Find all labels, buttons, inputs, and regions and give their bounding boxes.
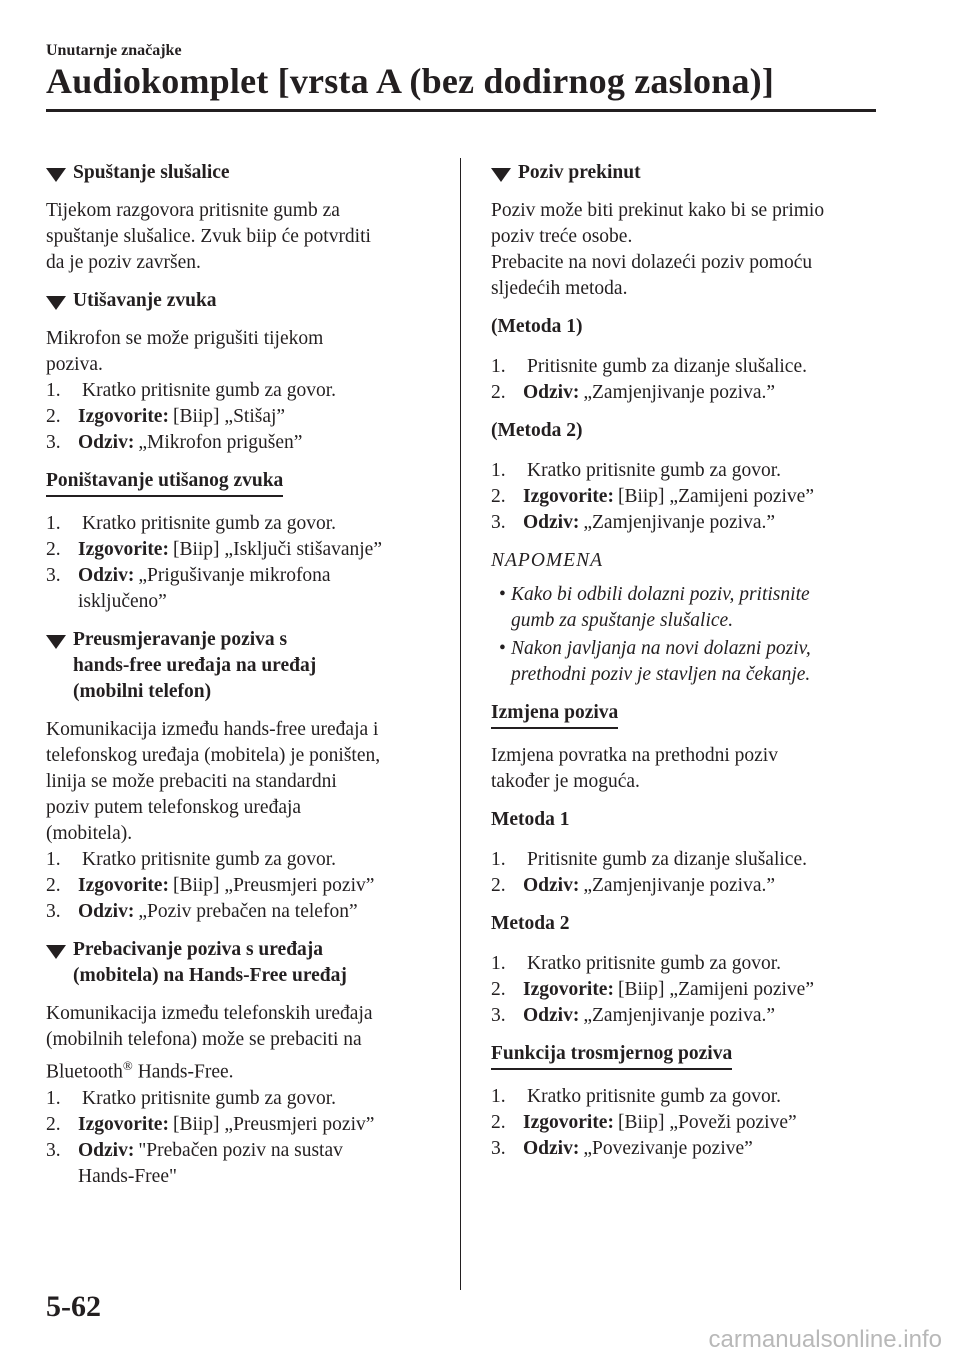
heading-prebacivanje	[46, 937, 446, 989]
triangle-marker-icon	[46, 945, 66, 959]
step-text: Kratko pritisnite gumb za govor.	[82, 380, 336, 401]
step-number: 1.	[46, 849, 61, 870]
step-text: Kratko pritisnite gumb za govor.	[82, 513, 336, 534]
list-item	[491, 354, 891, 380]
subheading-izmjena-poziva: Izmjena poziva	[491, 700, 618, 729]
list-item	[491, 380, 891, 406]
page-title: Audiokomplet [vrsta A (bez dodirnog zaslona)]	[46, 61, 775, 101]
heading-text: (mobilni telefon)	[73, 681, 212, 702]
list-item	[46, 1138, 446, 1190]
text-line: Mikrofon se može prigušiti tijekom	[46, 328, 324, 349]
step-text: Kratko pritisnite gumb za govor.	[527, 953, 781, 974]
paragraph	[46, 717, 446, 847]
text-line: da je poziv završen.	[46, 252, 201, 273]
step-number: 1.	[491, 356, 506, 377]
step-text: „Prigušivanje mikrofona isključeno”	[78, 565, 331, 612]
note-item	[491, 636, 891, 688]
heading-text: hands-free uređaja na uređaj	[73, 655, 317, 676]
step-text: Pritisnite gumb za dizanje slušalice.	[527, 849, 807, 870]
list-item	[46, 899, 446, 925]
heading-text: Spuštanje slušalice	[73, 162, 230, 183]
heading-preusmjeravanje	[46, 627, 446, 705]
step-list	[491, 847, 891, 899]
text-line: poziva.	[46, 354, 103, 375]
step-number: 1.	[491, 849, 506, 870]
method-label: Metoda 1	[491, 809, 570, 830]
step-key: Izgovorite:	[523, 1112, 614, 1133]
step-list	[491, 951, 891, 1029]
text-span: Hands-Free.	[132, 1061, 234, 1083]
step-text: Pritisnite gumb za dizanje slušalice.	[527, 356, 807, 377]
step-number: 3.	[46, 432, 61, 453]
bullet-icon: •	[499, 584, 506, 605]
step-number: 3.	[491, 1138, 506, 1159]
note-item	[491, 582, 891, 634]
left-column	[46, 160, 446, 1202]
step-key: Odziv:	[78, 432, 135, 453]
text-span: Bluetooth	[46, 1061, 123, 1083]
list-item	[491, 873, 891, 899]
step-key: Odziv:	[523, 382, 580, 403]
step-key: Izgovorite:	[523, 979, 614, 1000]
watermark: carmanualsonline.info	[708, 1326, 942, 1353]
paragraph	[46, 198, 446, 276]
list-item	[491, 484, 891, 510]
right-column	[491, 160, 891, 1174]
step-text: [Biip] „Isključi stišavanje”	[172, 539, 382, 560]
step-key: Izgovorite:	[78, 875, 169, 896]
text-line: Komunikacija između telefonskih uređaja	[46, 1003, 373, 1024]
heading-text: Poziv prekinut	[518, 162, 641, 183]
step-number: 2.	[46, 875, 61, 896]
text-line: Prebacite na novi dolazeći poziv pomoću	[491, 252, 813, 273]
note-line: prethodni poziv je stavljen na čekanje.	[511, 664, 811, 685]
step-list	[46, 378, 446, 456]
heading-text: Utišavanje zvuka	[73, 290, 217, 311]
step-text: „Mikrofon prigušen”	[138, 432, 303, 453]
heading-poziv-prekinut	[491, 160, 891, 186]
step-number: 2.	[46, 539, 61, 560]
step-text: [Biip] „Preusmjeri poziv”	[172, 1113, 375, 1135]
triangle-marker-icon	[46, 168, 66, 182]
step-number: 2.	[46, 406, 61, 427]
text-line: Tijekom razgovora pritisnite gumb za	[46, 200, 340, 221]
step-key: Izgovorite:	[78, 539, 169, 560]
step-number: 1.	[491, 460, 506, 481]
step-number: 3.	[46, 1139, 61, 1161]
list-item	[491, 1110, 891, 1136]
note-line: gumb za spuštanje slušalice.	[511, 610, 734, 631]
step-text: [Biip] „Poveži pozive”	[617, 1112, 797, 1133]
step-text: „Zamjenjivanje poziva.”	[583, 1005, 776, 1026]
list-item	[491, 977, 891, 1003]
step-key: Izgovorite:	[523, 486, 614, 507]
step-key: Odziv:	[78, 565, 135, 586]
step-number: 2.	[46, 1113, 61, 1135]
step-text: „Zamjenjivanje poziva.”	[583, 875, 776, 896]
step-key: Odziv:	[523, 512, 580, 533]
step-key: Odziv:	[523, 1005, 580, 1026]
step-key: Izgovorite:	[78, 406, 169, 427]
step-number: 3.	[491, 512, 506, 533]
step-text: „Zamjenjivanje poziva.”	[583, 382, 776, 403]
step-number: 2.	[491, 1112, 506, 1133]
step-key: Odziv:	[523, 1138, 580, 1159]
step-number: 2.	[491, 875, 506, 896]
text-line: također je moguća.	[491, 771, 640, 792]
list-item	[46, 511, 446, 537]
step-text: "Prebačen poziv na sustav Hands-Free"	[78, 1139, 343, 1187]
heading-text: (mobitela) na Hands-Free uređaj	[73, 965, 347, 986]
step-number: 1.	[46, 380, 61, 401]
step-number: 1.	[491, 953, 506, 974]
triangle-marker-icon	[46, 635, 66, 649]
text-line: sljedećih metoda.	[491, 278, 628, 299]
step-key: Odziv:	[78, 901, 135, 922]
step-number: 2.	[491, 486, 506, 507]
step-number: 1.	[46, 513, 61, 534]
paragraph	[46, 326, 446, 378]
method-label: (Metoda 1)	[491, 316, 583, 337]
method-label: (Metoda 2)	[491, 420, 583, 441]
step-key: Odziv:	[523, 875, 580, 896]
list-item	[46, 873, 446, 899]
list-item	[491, 1003, 891, 1029]
step-key: Izgovorite:	[78, 1113, 169, 1135]
note-line: Nakon javljanja na novi dolazni poziv,	[511, 638, 811, 659]
list-item	[491, 847, 891, 873]
step-number: 3.	[46, 565, 61, 586]
step-number: 1.	[491, 1086, 506, 1107]
list-item	[491, 510, 891, 536]
list-item	[46, 378, 446, 404]
note-title: NAPOMENA	[491, 550, 603, 571]
list-item	[491, 1084, 891, 1110]
note-line: Kako bi odbili dolazni poziv, pritisnite	[511, 584, 810, 605]
method-label: Metoda 2	[491, 913, 570, 934]
list-item	[46, 563, 446, 615]
text-line: spuštanje slušalice. Zvuk biip će potvrditi	[46, 226, 371, 247]
step-text: Kratko pritisnite gumb za govor.	[82, 1087, 336, 1109]
list-item	[46, 430, 446, 456]
step-number: 3.	[491, 1005, 506, 1026]
step-list	[491, 1084, 891, 1162]
step-list	[46, 847, 446, 925]
text-line: linija se može prebaciti na standardni	[46, 771, 337, 792]
column-divider	[460, 158, 461, 1290]
list-item	[46, 847, 446, 873]
section-label: Unutarnje značajke	[46, 42, 182, 59]
text-line: Izmjena povratka na prethodni poziv	[491, 745, 778, 766]
step-list	[491, 458, 891, 536]
step-text: [Biip] „Zamijeni pozive”	[617, 486, 814, 507]
list-item	[46, 537, 446, 563]
step-text: Kratko pritisnite gumb za govor.	[527, 460, 781, 481]
step-text: [Biip] „Stišaj”	[172, 406, 286, 427]
text-line: Komunikacija između hands-free uređaja i	[46, 719, 379, 740]
step-key: Odziv:	[78, 1139, 135, 1161]
paragraph	[491, 743, 891, 795]
text-line: (mobitela).	[46, 823, 133, 844]
list-item	[491, 1136, 891, 1162]
header-rule	[46, 109, 876, 112]
step-list	[46, 1086, 446, 1190]
list-item	[491, 458, 891, 484]
heading-text: Preusmjeravanje poziva s	[73, 629, 288, 650]
step-text: „Povezivanje pozive”	[583, 1138, 753, 1159]
heading-text: Prebacivanje poziva s uređaja	[73, 939, 324, 960]
paragraph	[46, 1001, 446, 1086]
text-line: poziv treće osobe.	[491, 226, 633, 247]
step-number: 1.	[46, 1087, 61, 1109]
text-line: Poziv može biti prekinut kako bi se primio	[491, 200, 825, 221]
heading-spustanje	[46, 160, 446, 186]
step-text: „Poziv prebačen na telefon”	[138, 901, 358, 922]
step-text: Kratko pritisnite gumb za govor.	[82, 849, 336, 870]
paragraph	[491, 198, 891, 302]
text-line: (mobilnih telefona) može se prebaciti na	[46, 1029, 362, 1050]
heading-utisavanje	[46, 288, 446, 314]
list-item	[46, 404, 446, 430]
step-number: 2.	[491, 382, 506, 403]
step-number: 2.	[491, 979, 506, 1000]
subheading-ponistavanje: Poništavanje utišanog zvuka	[46, 468, 283, 497]
registered-mark: ®	[122, 1058, 133, 1073]
step-text: [Biip] „Preusmjeri poziv”	[172, 875, 375, 896]
text-line: poziv putem telefonskog uređaja	[46, 797, 302, 818]
step-list	[46, 511, 446, 615]
bullet-icon: •	[499, 638, 506, 659]
step-text: Kratko pritisnite gumb za govor.	[527, 1086, 781, 1107]
list-item	[46, 1112, 446, 1138]
step-text: „Zamjenjivanje poziva.”	[583, 512, 776, 533]
step-text: [Biip] „Zamijeni pozive”	[617, 979, 814, 1000]
list-item	[46, 1086, 446, 1112]
page-number: 5-62	[46, 1290, 101, 1323]
text-line	[46, 1053, 446, 1086]
subheading-trosmjerni-poziv: Funkcija trosmjernog poziva	[491, 1041, 732, 1070]
text-line: telefonskog uređaja (mobitela) je poništen,	[46, 745, 381, 766]
list-item	[491, 951, 891, 977]
step-number: 3.	[46, 901, 61, 922]
step-list	[491, 354, 891, 406]
triangle-marker-icon	[491, 168, 511, 182]
triangle-marker-icon	[46, 296, 66, 310]
